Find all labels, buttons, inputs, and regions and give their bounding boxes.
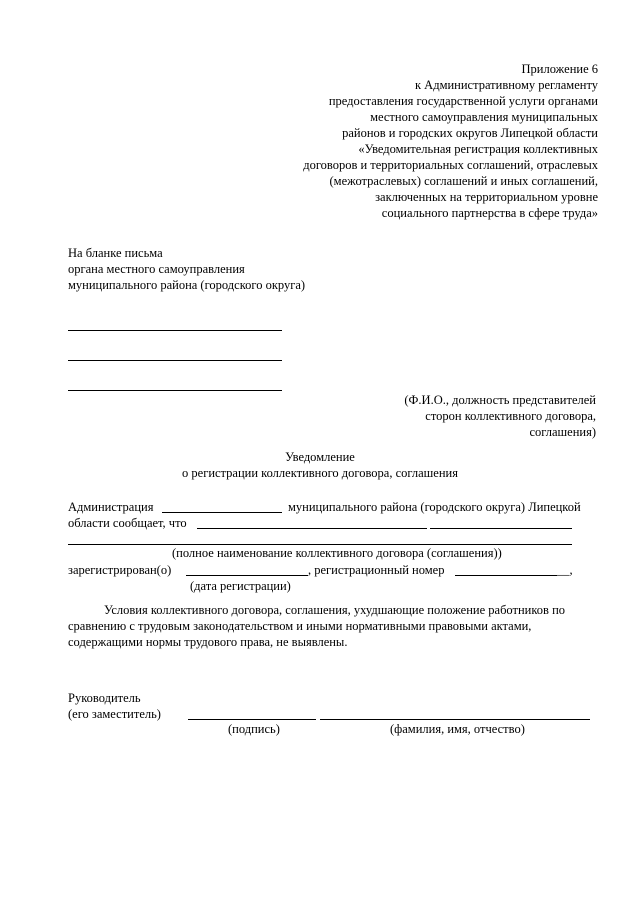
admin-label: Администрация	[68, 500, 154, 514]
informs-text: области сообщает, что	[68, 516, 187, 530]
header-line: договоров и территориальных соглашений, отраслевых	[303, 158, 598, 172]
paragraph-line: Условия коллективного договора, соглашения, ухудшающие положение работников по	[104, 603, 566, 617]
document-title: Уведомление	[285, 450, 355, 464]
document-subtitle: о регистрации коллективного договора, соглашения	[182, 466, 458, 480]
addressee-line-3[interactable]	[68, 390, 282, 391]
registration-date-field[interactable]	[186, 575, 308, 576]
addressee-caption-line: соглашения)	[529, 425, 596, 439]
header-line: районов и городских округов Липецкой области	[342, 126, 598, 140]
agreement-name-field-c[interactable]	[68, 544, 572, 545]
admin-suffix: муниципального района (городского округа) Липецкой	[288, 500, 581, 514]
registered-label: зарегистрирован(о)	[68, 563, 172, 577]
signature-field[interactable]	[188, 719, 316, 720]
header-line: «Уведомительная регистрация коллективных	[358, 142, 598, 156]
registration-date-caption: (дата регистрации)	[190, 579, 291, 593]
header-line: заключенных на территориальном уровне	[375, 190, 598, 204]
agreement-name-field-a[interactable]	[197, 528, 427, 529]
letterhead-line: органа местного самоуправления	[68, 262, 245, 276]
addressee-caption-line: сторон коллективного договора,	[425, 409, 596, 423]
signer-title: Руководитель	[68, 691, 141, 705]
header-line: к Административному регламенту	[414, 78, 598, 92]
agreement-name-caption: (полное наименование коллективного договора (соглашения))	[172, 546, 502, 560]
paragraph-line: сравнению с трудовым законодательством и иными нормативными правовыми актами,	[68, 619, 532, 633]
signer-deputy: (его заместитель)	[68, 707, 161, 721]
addressee-caption-line: (Ф.И.О., должность представителей	[404, 393, 596, 407]
addressee-line-2[interactable]	[68, 360, 282, 361]
registration-number-field[interactable]	[455, 575, 557, 576]
paragraph-line: содержащими нормы трудового права, не выявлены.	[68, 635, 348, 649]
admin-name-field[interactable]	[162, 512, 282, 513]
letterhead-line: муниципального района (городского округа)	[68, 278, 306, 292]
reg-number-label: , регистрационный номер	[308, 563, 445, 577]
reg-number-tail: __,	[557, 563, 573, 577]
letterhead-line: На бланке письма	[68, 246, 163, 260]
header-line: местного самоуправления муниципальных	[370, 110, 598, 124]
header-line: Приложение 6	[521, 62, 598, 76]
header-line: социального партнерства в сфере труда»	[381, 206, 598, 220]
signature-caption: (подпись)	[228, 722, 280, 736]
agreement-name-field-b[interactable]	[430, 528, 572, 529]
header-line: предоставления государственной услуги органами	[328, 94, 598, 108]
signer-name-field[interactable]	[320, 719, 590, 720]
addressee-line-1[interactable]	[68, 330, 282, 331]
header-line: (межотраслевых) соглашений и иных соглашений,	[329, 174, 598, 188]
signer-name-caption: (фамилия, имя, отчество)	[390, 722, 525, 736]
